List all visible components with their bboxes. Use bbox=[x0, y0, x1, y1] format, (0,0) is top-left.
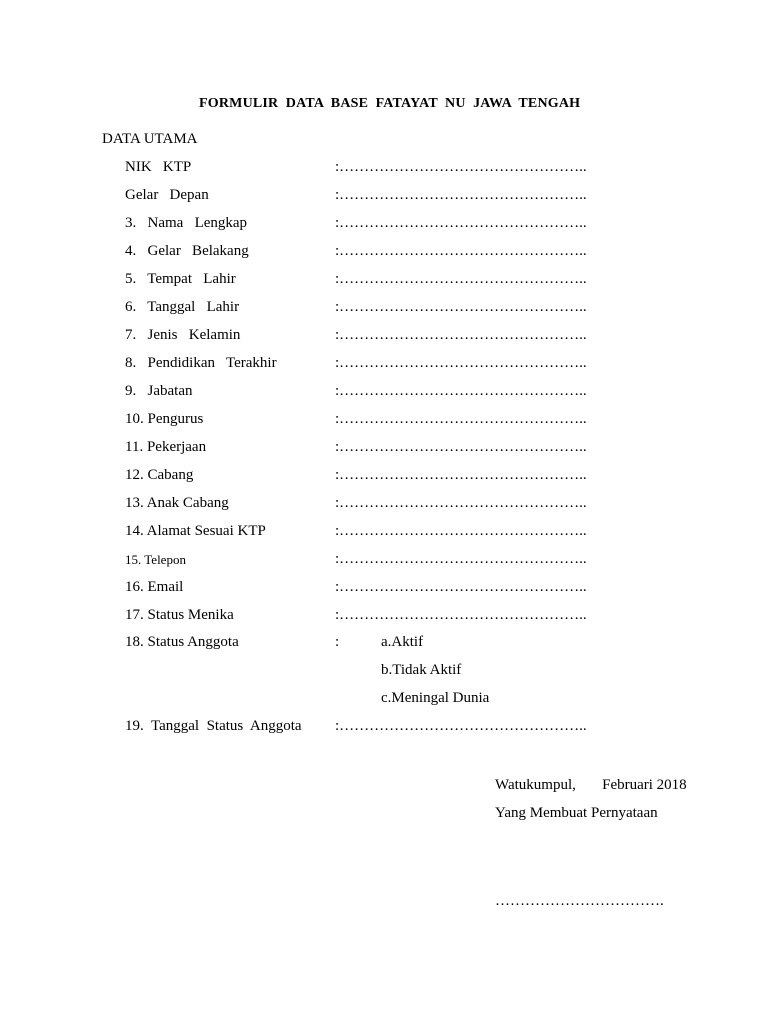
field-dots: :………………………………………….. bbox=[335, 383, 587, 399]
status-option-meningal-dunia: c.Meningal Dunia bbox=[381, 690, 490, 706]
field-dots-tanggal-status: :………………………………………….. bbox=[335, 718, 587, 734]
field-dots: :………………………………………….. bbox=[335, 411, 587, 427]
field-label: 9. Jabatan bbox=[125, 383, 193, 399]
field-label: 13. Anak Cabang bbox=[125, 495, 229, 511]
field-label: 12. Cabang bbox=[125, 467, 194, 483]
field-dots: :………………………………………….. bbox=[335, 187, 587, 203]
section-heading: DATA UTAMA bbox=[102, 131, 198, 147]
field-dots: :………………………………………….. bbox=[335, 299, 587, 315]
signature-place-date: Watukumpul, Februari 2018 bbox=[495, 777, 687, 793]
field-label: 3. Nama Lengkap bbox=[125, 215, 248, 231]
field-label: 10. Pengurus bbox=[125, 411, 204, 427]
status-label: 18. Status Anggota bbox=[125, 634, 239, 650]
signature-line: ……………………………. bbox=[495, 893, 664, 909]
field-dots: :………………………………………….. bbox=[335, 243, 587, 259]
field-dots: :………………………………………….. bbox=[335, 159, 587, 175]
field-label: 14. Alamat Sesuai KTP bbox=[125, 523, 266, 539]
field-dots: :………………………………………….. bbox=[335, 327, 587, 343]
field-label: 8. Pendidikan Terakhir bbox=[125, 355, 277, 371]
field-label: 17. Status Menika bbox=[125, 607, 234, 623]
field-label: 4. Gelar Belakang bbox=[125, 243, 249, 259]
field-label-tanggal-status: 19. Tanggal Status Anggota bbox=[125, 718, 302, 734]
field-dots: :………………………………………….. bbox=[335, 523, 587, 539]
field-dots: :………………………………………….. bbox=[335, 495, 587, 511]
field-label: Gelar Depan bbox=[125, 187, 209, 203]
field-label: 16. Email bbox=[125, 579, 184, 595]
signature-role: Yang Membuat Pernyataan bbox=[495, 805, 658, 821]
field-dots: :………………………………………….. bbox=[335, 551, 587, 567]
field-dots: :………………………………………….. bbox=[335, 271, 587, 287]
field-label: 15. Telepon bbox=[125, 552, 186, 567]
field-dots: :………………………………………….. bbox=[335, 215, 587, 231]
status-option-aktif: a.Aktif bbox=[381, 634, 424, 650]
field-dots: :………………………………………….. bbox=[335, 355, 587, 371]
field-dots: :………………………………………….. bbox=[335, 467, 587, 483]
status-colon: : bbox=[335, 634, 340, 650]
form-title: FORMULIR DATA BASE FATAYAT NU JAWA TENGAH bbox=[199, 96, 581, 111]
field-dots: :………………………………………….. bbox=[335, 607, 587, 623]
status-option-tidak-aktif: b.Tidak Aktif bbox=[381, 662, 462, 678]
field-label: 11. Pekerjaan bbox=[125, 439, 207, 455]
field-label: 6. Tanggal Lahir bbox=[125, 299, 240, 315]
field-label: NIK KTP bbox=[125, 159, 192, 175]
field-dots: :………………………………………….. bbox=[335, 579, 587, 595]
field-dots: :………………………………………….. bbox=[335, 439, 587, 455]
field-label: 5. Tempat Lahir bbox=[125, 271, 236, 287]
field-label: 7. Jenis Kelamin bbox=[125, 327, 241, 343]
